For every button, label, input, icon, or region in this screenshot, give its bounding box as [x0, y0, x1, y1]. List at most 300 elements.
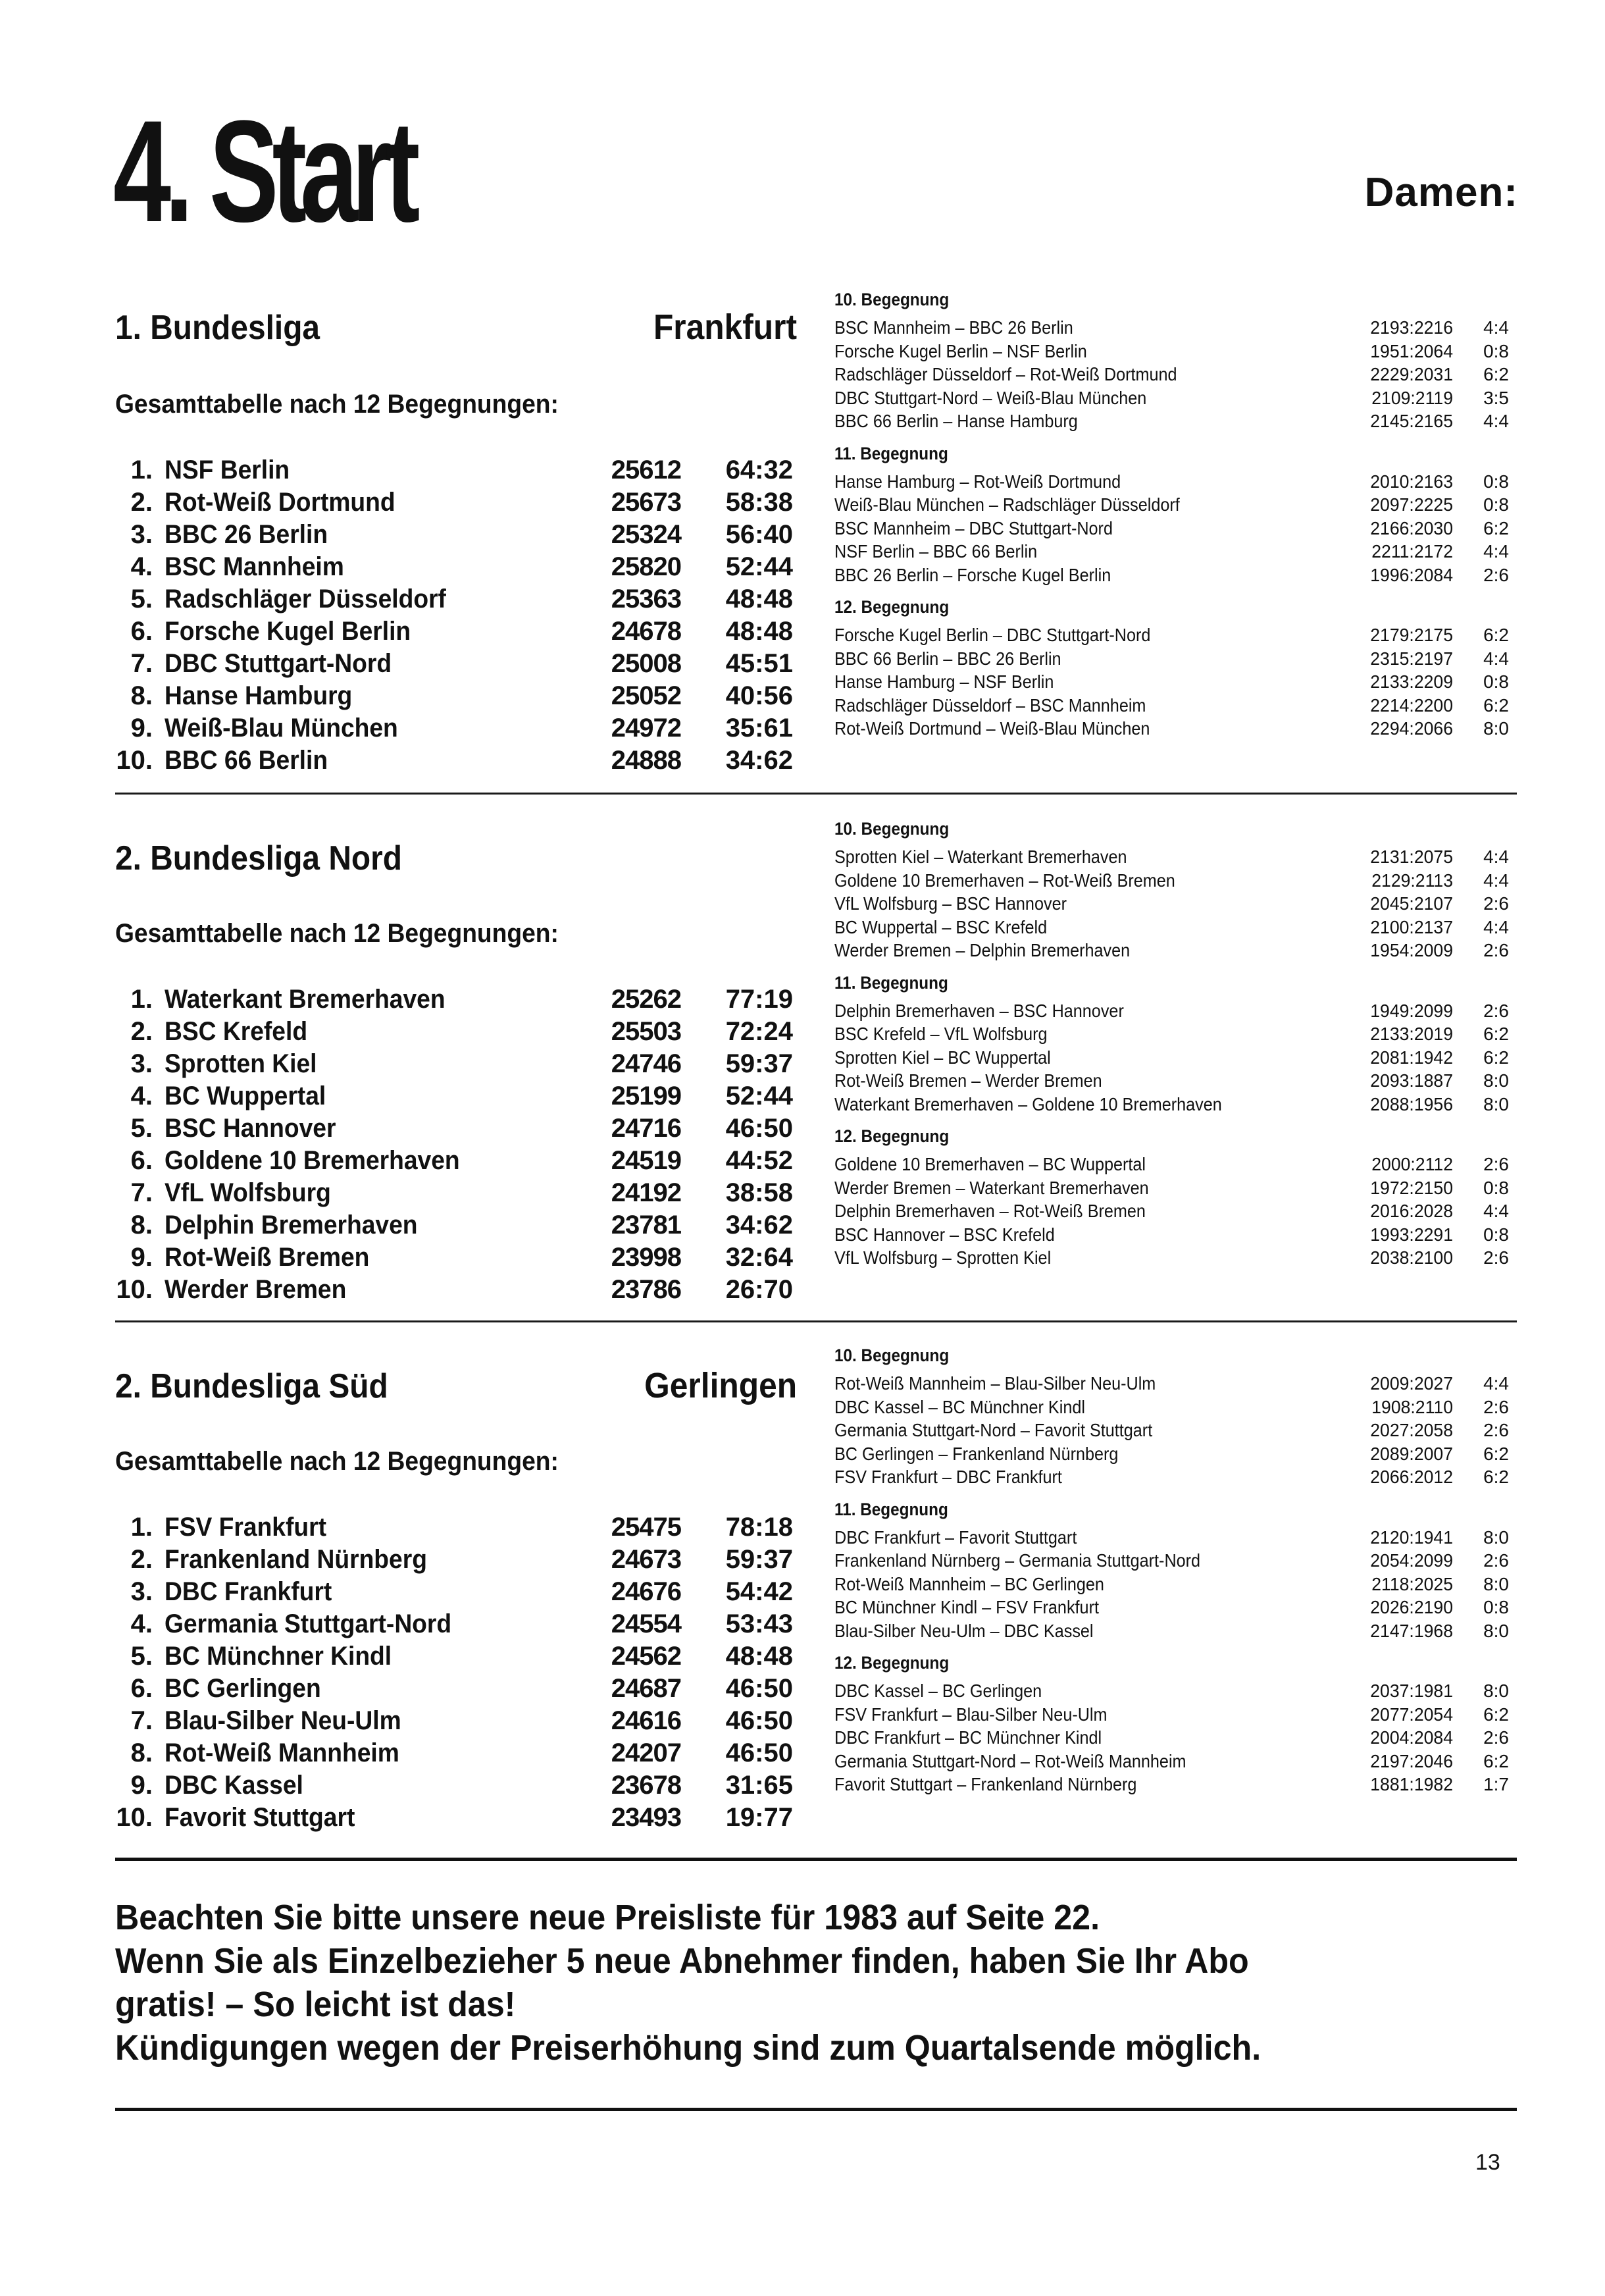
standings-row: [112, 1511, 796, 1544]
round-block: [834, 1654, 1519, 1796]
team-name: Rot-Weiß Mannheim: [165, 1738, 399, 1767]
match-points: 8:0: [1483, 1620, 1509, 1641]
standings-row: [112, 1608, 796, 1640]
match-row: [834, 1526, 1519, 1550]
match-row: [834, 647, 1519, 671]
match-points: 6:2: [1483, 1024, 1509, 1044]
match-pairing: Rot-Weiß Dortmund – Weiß-Blau München: [834, 718, 1150, 739]
match-points: 2:6: [1483, 1550, 1509, 1571]
standings-table: [112, 454, 796, 777]
pins-total: 24192: [611, 1178, 681, 1207]
match-points: 6:2: [1483, 1704, 1509, 1725]
match-score: 2211:2172: [1371, 541, 1453, 561]
match-row: [834, 999, 1519, 1023]
standings-row: [112, 1576, 796, 1608]
match-points: 8:0: [1483, 1093, 1509, 1114]
points: 32:64: [725, 1243, 793, 1272]
standings-row: [112, 983, 796, 1016]
match-pairing: BC Wuppertal – BSC Krefeld: [834, 916, 1048, 937]
rank: 5.: [130, 585, 153, 613]
match-pairing: BSC Mannheim – DBC Stuttgart-Nord: [834, 517, 1113, 538]
match-pairing: DBC Kassel – BC Münchner Kindl: [834, 1396, 1085, 1417]
standings-row: [112, 519, 796, 551]
match-score: 1908:2110: [1371, 1396, 1453, 1417]
rank: 7.: [130, 1178, 153, 1207]
match-points: 0:8: [1483, 471, 1509, 492]
team-name: BSC Hannover: [165, 1114, 336, 1143]
match-pairing: FSV Frankfurt – DBC Frankfurt: [834, 1467, 1062, 1487]
match-row: [834, 694, 1519, 718]
points: 52:44: [725, 1082, 793, 1110]
standings-table: [112, 983, 796, 1306]
match-score: 2093:1887: [1370, 1070, 1453, 1091]
match-row: [834, 386, 1519, 410]
match-points: 2:6: [1483, 893, 1509, 914]
rank: 6.: [130, 617, 153, 646]
match-pairing: Rot-Weiß Bremen – Werder Bremen: [834, 1070, 1102, 1091]
match-points: 0:8: [1483, 1224, 1509, 1245]
match-row: [834, 1396, 1519, 1419]
points: 34:62: [725, 1211, 793, 1239]
team-name: BBC 26 Berlin: [165, 520, 328, 549]
section-title: 2. Bundesliga Süd: [115, 1367, 388, 1405]
rank: 9.: [130, 1771, 153, 1800]
match-pairing: DBC Kassel – BC Gerlingen: [834, 1681, 1042, 1701]
points: 46:50: [725, 1674, 793, 1703]
pins-total: 23998: [611, 1243, 681, 1272]
match-points: 4:4: [1483, 870, 1509, 891]
page-number: 13: [1475, 2150, 1500, 2175]
match-pairing: Frankenland Nürnberg – Germania Stuttgart-Nord: [834, 1550, 1201, 1571]
match-row: [834, 1153, 1519, 1176]
points: 58:38: [725, 488, 793, 517]
match-pairing: Delphin Bremerhaven – Rot-Weiß Bremen: [834, 1201, 1146, 1221]
match-row: [834, 916, 1519, 939]
pins-total: 24676: [611, 1577, 681, 1606]
standings-row: [112, 1737, 796, 1769]
results-list: [834, 1347, 1519, 1808]
points: 48:48: [725, 1642, 793, 1671]
match-pairing: NSF Berlin – BBC 66 Berlin: [834, 541, 1038, 561]
match-row: [834, 1372, 1519, 1396]
match-row: [834, 1573, 1519, 1596]
match-pairing: Delphin Bremerhaven – BSC Hannover: [834, 1000, 1124, 1021]
pins-total: 25052: [611, 681, 681, 710]
round-block: [834, 820, 1519, 962]
match-pairing: BBC 66 Berlin – Hanse Hamburg: [834, 411, 1078, 431]
match-score: 1972:2150: [1370, 1177, 1453, 1198]
match-score: 2120:1941: [1370, 1526, 1453, 1548]
team-name: Sprotten Kiel: [165, 1049, 317, 1078]
section-subtitle: Gesamttabelle nach 12 Begegnungen:: [115, 1447, 559, 1476]
match-score: 2294:2066: [1370, 718, 1453, 739]
pins-total: 24716: [611, 1114, 681, 1143]
team-name: FSV Frankfurt: [165, 1513, 326, 1542]
round-title: 11. Begegnung: [834, 443, 948, 463]
match-row: [834, 623, 1519, 647]
team-name: Weiß-Blau München: [165, 714, 398, 743]
team-name: Goldene 10 Bremerhaven: [165, 1146, 460, 1175]
points: 48:48: [725, 617, 793, 646]
match-points: 2:6: [1483, 1420, 1509, 1440]
pins-total: 23493: [611, 1803, 681, 1832]
pins-total: 24687: [611, 1674, 681, 1703]
standings-row: [112, 1209, 796, 1241]
match-score: 2088:1956: [1370, 1093, 1453, 1114]
match-score: 2016:2028: [1370, 1201, 1453, 1221]
round-block: [834, 445, 1519, 587]
match-pairing: Favorit Stuttgart – Frankenland Nürnberg: [834, 1774, 1137, 1794]
rank: 3.: [130, 1577, 153, 1606]
match-score: 1951:2064: [1370, 340, 1453, 361]
match-row: [834, 845, 1519, 869]
match-pairing: Radschläger Düsseldorf – Rot-Weiß Dortmund: [834, 364, 1177, 384]
match-row: [834, 892, 1519, 916]
match-points: 0:8: [1483, 1597, 1509, 1617]
section-subtitle: Gesamttabelle nach 12 Begegnungen:: [115, 919, 559, 948]
pins-total: 24519: [611, 1146, 681, 1175]
team-name: BC Gerlingen: [165, 1674, 321, 1703]
match-score: 2193:2216: [1370, 317, 1453, 338]
match-row: [834, 1022, 1519, 1046]
match-points: 4:4: [1483, 1201, 1509, 1221]
match-pairing: BSC Mannheim – BBC 26 Berlin: [834, 317, 1073, 338]
match-points: 0:8: [1483, 494, 1509, 515]
match-row: [834, 1679, 1519, 1703]
team-name: VfL Wolfsburg: [165, 1178, 331, 1207]
team-name: BC Münchner Kindl: [165, 1642, 392, 1671]
notice-line: gratis! – So leicht ist das!: [115, 1985, 516, 2024]
pins-total: 24972: [611, 714, 681, 743]
match-row: [834, 363, 1519, 386]
match-score: 2166:2030: [1370, 517, 1453, 538]
match-pairing: FSV Frankfurt – Blau-Silber Neu-Ulm: [834, 1704, 1108, 1725]
match-row: [834, 316, 1519, 340]
points: 77:19: [725, 985, 793, 1014]
rank: 10.: [116, 1803, 153, 1832]
rank: 10.: [116, 1275, 153, 1304]
match-points: 8:0: [1483, 718, 1509, 739]
pins-total: 25673: [611, 488, 681, 517]
match-row: [834, 563, 1519, 587]
team-name: Germania Stuttgart-Nord: [165, 1609, 452, 1638]
pins-total: 24673: [611, 1545, 681, 1574]
points: 53:43: [725, 1609, 793, 1638]
match-score: 1954:2009: [1370, 940, 1453, 960]
match-score: 2000:2112: [1371, 1154, 1453, 1174]
points: 78:18: [725, 1513, 793, 1542]
standings-row: [112, 486, 796, 519]
match-pairing: BC Münchner Kindl – FSV Frankfurt: [834, 1597, 1099, 1617]
match-score: 2038:2100: [1370, 1247, 1453, 1268]
team-name: BSC Krefeld: [165, 1017, 308, 1046]
pins-total: 24554: [611, 1609, 681, 1638]
pins-total: 24888: [611, 746, 681, 775]
standings-row: [112, 1016, 796, 1048]
points: 59:37: [725, 1545, 793, 1574]
match-score: 2100:2137: [1370, 916, 1453, 937]
points: 72:24: [725, 1017, 793, 1046]
match-row: [834, 869, 1519, 893]
match-points: 6:2: [1483, 1047, 1509, 1068]
rank: 4.: [130, 552, 153, 581]
match-score: 2009:2027: [1370, 1373, 1453, 1394]
pins-total: 24746: [611, 1049, 681, 1078]
footer-divider: [115, 2108, 1517, 2111]
rank: 9.: [130, 714, 153, 743]
category-label: Damen:: [1364, 170, 1518, 215]
match-row: [834, 1726, 1519, 1750]
rank: 9.: [130, 1243, 153, 1272]
match-pairing: BBC 26 Berlin – Forsche Kugel Berlin: [834, 564, 1111, 585]
match-score: 2010:2163: [1370, 471, 1453, 492]
rank: 3.: [130, 520, 153, 549]
team-name: Delphin Bremerhaven: [165, 1211, 418, 1239]
match-points: 0:8: [1483, 671, 1509, 692]
section-venue: Gerlingen: [644, 1366, 797, 1405]
match-row: [834, 717, 1519, 741]
match-score: 2133:2209: [1370, 671, 1453, 692]
rank: 8.: [130, 1738, 153, 1767]
rank: 6.: [130, 1146, 153, 1175]
match-row: [834, 1176, 1519, 1200]
match-row: [834, 1773, 1519, 1796]
team-name: BC Wuppertal: [165, 1082, 326, 1110]
pins-total: 25475: [611, 1513, 681, 1542]
match-pairing: Forsche Kugel Berlin – DBC Stuttgart-Nord: [834, 625, 1151, 645]
match-pairing: Blau-Silber Neu-Ulm – DBC Kassel: [834, 1620, 1094, 1641]
match-points: 6:2: [1483, 364, 1509, 384]
rank: 2.: [130, 1545, 153, 1574]
match-points: 0:8: [1483, 1177, 1509, 1198]
match-row: [834, 1419, 1519, 1442]
match-pairing: Goldene 10 Bremerhaven – Rot-Weiß Bremen: [834, 870, 1175, 891]
points: 59:37: [725, 1049, 793, 1078]
standings-row: [112, 1177, 796, 1209]
round-title: 12. Begegnung: [834, 1126, 950, 1146]
notice-line: Beachten Sie bitte unsere neue Preisliste für 1983 auf Seite 22.: [115, 1898, 1100, 1937]
match-points: 6:2: [1483, 1443, 1509, 1464]
match-row: [834, 1703, 1519, 1727]
pins-total: 23786: [611, 1275, 681, 1304]
standings-row: [112, 1112, 796, 1145]
match-pairing: Rot-Weiß Mannheim – BC Gerlingen: [834, 1573, 1104, 1594]
pins-total: 24678: [611, 617, 681, 646]
match-score: 1993:2291: [1370, 1224, 1453, 1245]
page-title: 4. Start: [113, 90, 414, 252]
round-block: [834, 598, 1519, 741]
match-row: [834, 517, 1519, 540]
match-points: 2:6: [1483, 1000, 1509, 1021]
rank: 1.: [130, 985, 153, 1014]
match-pairing: Waterkant Bremerhaven – Goldene 10 Bremerhaven: [834, 1093, 1222, 1114]
match-row: [834, 1549, 1519, 1573]
match-score: 2129:2113: [1371, 870, 1453, 891]
points: 26:70: [725, 1275, 793, 1304]
points: 34:62: [725, 746, 793, 775]
match-pairing: Sprotten Kiel – Waterkant Bremerhaven: [834, 847, 1127, 867]
points: 19:77: [725, 1803, 793, 1832]
match-points: 2:6: [1483, 1154, 1509, 1174]
pins-total: 23781: [611, 1211, 681, 1239]
round-block: [834, 1128, 1519, 1270]
rank: 4.: [130, 1082, 153, 1110]
match-points: 2:6: [1483, 1396, 1509, 1417]
standings-row: [112, 1673, 796, 1705]
match-points: 0:8: [1483, 340, 1509, 361]
points: 38:58: [725, 1178, 793, 1207]
notice-line: Kündigungen wegen der Preiserhöhung sind zum Quartalsende möglich.: [115, 2028, 1261, 2068]
match-score: 2054:2099: [1370, 1550, 1453, 1571]
match-points: 4:4: [1483, 648, 1509, 669]
standings-row: [112, 1802, 796, 1834]
pins-total: 25503: [611, 1017, 681, 1046]
match-pairing: BBC 66 Berlin – BBC 26 Berlin: [834, 648, 1061, 669]
round-block: [834, 291, 1519, 433]
match-pairing: BSC Hannover – BSC Krefeld: [834, 1224, 1055, 1245]
standings-row: [112, 1145, 796, 1177]
notice-line: Wenn Sie als Einzelbezieher 5 neue Abnehmer finden, haben Sie Ihr Abo: [115, 1941, 1249, 1981]
points: 54:42: [725, 1577, 793, 1606]
round-block: [834, 1501, 1519, 1643]
match-score: 1881:1982: [1370, 1774, 1453, 1794]
standings-row: [112, 454, 796, 486]
section-title: 1. Bundesliga: [115, 309, 320, 347]
section-venue: Frankfurt: [653, 307, 797, 347]
match-pairing: BC Gerlingen – Frankenland Nürnberg: [834, 1443, 1119, 1464]
points: 52:44: [725, 552, 793, 581]
points: 56:40: [725, 520, 793, 549]
match-score: 2089:2007: [1370, 1443, 1453, 1464]
standings-row: [112, 1769, 796, 1802]
points: 40:56: [725, 681, 793, 710]
match-points: 2:6: [1483, 1247, 1509, 1268]
match-points: 2:6: [1483, 1727, 1509, 1748]
points: 46:50: [725, 1706, 793, 1735]
section-divider: [115, 1320, 1517, 1322]
team-name: BBC 66 Berlin: [165, 746, 328, 775]
standings-row: [112, 551, 796, 583]
pins-total: 24207: [611, 1738, 681, 1767]
match-points: 6:2: [1483, 1750, 1509, 1771]
round-title: 11. Begegnung: [834, 1499, 948, 1519]
pins-total: 25324: [611, 520, 681, 549]
match-row: [834, 1442, 1519, 1466]
rank: 7.: [130, 1706, 153, 1735]
points: 64:32: [725, 456, 793, 484]
round-block: [834, 974, 1519, 1116]
standings-row: [112, 648, 796, 680]
rank: 8.: [130, 681, 153, 710]
standings-row: [112, 680, 796, 712]
match-points: 8:0: [1483, 1526, 1509, 1548]
section-title: 2. Bundesliga Nord: [115, 839, 402, 877]
match-pairing: Forsche Kugel Berlin – NSF Berlin: [834, 340, 1087, 361]
match-points: 4:4: [1483, 317, 1509, 338]
pins-total: 24562: [611, 1642, 681, 1671]
pins-total: 25612: [611, 456, 681, 484]
points: 31:65: [725, 1771, 793, 1800]
match-points: 4:4: [1483, 411, 1509, 431]
rank: 1.: [130, 456, 153, 484]
match-points: 2:6: [1483, 940, 1509, 960]
subscription-notice: [115, 1896, 1425, 2070]
rank: 5.: [130, 1642, 153, 1671]
match-score: 2077:2054: [1370, 1704, 1453, 1725]
team-name: Forsche Kugel Berlin: [165, 617, 411, 646]
points: 44:52: [725, 1146, 793, 1175]
pins-total: 25820: [611, 552, 681, 581]
match-score: 2109:2119: [1371, 387, 1453, 408]
section-divider: [115, 793, 1517, 795]
points: 46:50: [725, 1738, 793, 1767]
match-pairing: Sprotten Kiel – BC Wuppertal: [834, 1047, 1051, 1068]
team-name: Waterkant Bremerhaven: [165, 985, 446, 1014]
match-pairing: BSC Krefeld – VfL Wolfsburg: [834, 1024, 1048, 1044]
match-score: 1996:2084: [1370, 564, 1453, 585]
match-row: [834, 1223, 1519, 1247]
match-points: 4:4: [1483, 1373, 1509, 1394]
pins-total: 25262: [611, 985, 681, 1014]
match-row: [834, 1596, 1519, 1619]
match-points: 1:7: [1483, 1774, 1509, 1794]
rank: 8.: [130, 1211, 153, 1239]
match-pairing: DBC Stuttgart-Nord – Weiß-Blau München: [834, 387, 1147, 408]
section-subtitle: Gesamttabelle nach 12 Begegnungen:: [115, 390, 559, 419]
match-pairing: DBC Frankfurt – BC Münchner Kindl: [834, 1727, 1102, 1748]
match-pairing: Werder Bremen – Waterkant Bremerhaven: [834, 1177, 1149, 1198]
team-name: DBC Frankfurt: [165, 1577, 332, 1606]
match-pairing: Werder Bremen – Delphin Bremerhaven: [834, 940, 1131, 960]
match-row: [834, 1093, 1519, 1116]
rank: 2.: [130, 488, 153, 517]
match-points: 4:4: [1483, 916, 1509, 937]
team-name: Rot-Weiß Bremen: [165, 1243, 370, 1272]
match-row: [834, 670, 1519, 694]
match-score: 2131:2075: [1370, 847, 1453, 867]
team-name: Frankenland Nürnberg: [165, 1545, 427, 1574]
match-row: [834, 1619, 1519, 1643]
standings-row: [112, 1274, 796, 1306]
match-points: 4:4: [1483, 847, 1509, 867]
round-title: 12. Begegnung: [834, 1653, 950, 1673]
round-title: 10. Begegnung: [834, 819, 950, 839]
match-points: 8:0: [1483, 1573, 1509, 1594]
team-name: BSC Mannheim: [165, 552, 344, 581]
team-name: Radschläger Düsseldorf: [165, 585, 446, 613]
rank: 6.: [130, 1674, 153, 1703]
match-score: 2066:2012: [1370, 1467, 1453, 1487]
match-score: 2315:2197: [1370, 648, 1453, 669]
match-score: 2145:2165: [1370, 411, 1453, 431]
match-score: 1949:2099: [1370, 1000, 1453, 1021]
points: 45:51: [725, 649, 793, 678]
pins-total: 23678: [611, 1771, 681, 1800]
team-name: Blau-Silber Neu-Ulm: [165, 1706, 401, 1735]
standings-row: [112, 1048, 796, 1080]
standings-row: [112, 1640, 796, 1673]
match-pairing: Goldene 10 Bremerhaven – BC Wuppertal: [834, 1154, 1146, 1174]
match-points: 6:2: [1483, 517, 1509, 538]
results-list: [834, 820, 1519, 1282]
match-pairing: Weiß-Blau München – Radschläger Düsseldorf: [834, 494, 1180, 515]
match-pairing: Rot-Weiß Mannheim – Blau-Silber Neu-Ulm: [834, 1373, 1156, 1394]
rank: 1.: [130, 1513, 153, 1542]
rank: 5.: [130, 1114, 153, 1143]
match-pairing: VfL Wolfsburg – BSC Hannover: [834, 893, 1067, 914]
standings-row: [112, 1544, 796, 1576]
match-score: 2133:2019: [1370, 1024, 1453, 1044]
